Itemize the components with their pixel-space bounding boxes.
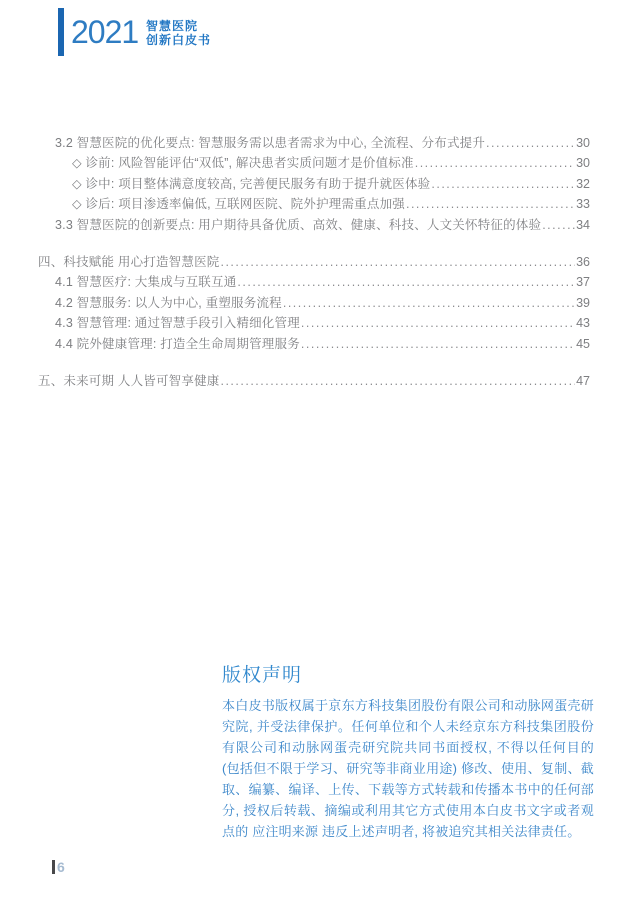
toc-leader-dots (301, 334, 575, 354)
toc-entry-label: 4.3 智慧管理: 通过智慧手段引入精细化管理 (55, 316, 300, 331)
toc-entry-page: 34 (576, 217, 590, 232)
toc-entry-label: 4.1 智慧医疗: 大集成与互联互通 (55, 275, 237, 290)
toc-entry-page: 45 (576, 336, 590, 351)
brand-title (146, 19, 211, 47)
toc-entry-label: 五、未来可期 人人皆可智享健康 (38, 373, 220, 388)
toc-entry-label: ◇ 诊后: 项目渗透率偏低, 互联网医院、院外护理需重点加强 (72, 197, 405, 212)
toc-leader-dots (431, 174, 575, 194)
toc-entry-page: 30 (576, 156, 590, 171)
toc-entry-label: 4.4 院外健康管理: 打造全生命周期管理服务 (55, 336, 300, 351)
toc-entry[interactable] (38, 334, 590, 354)
toc-entry[interactable] (38, 133, 590, 153)
page-number: 6 (57, 859, 65, 875)
toc-entry[interactable] (38, 272, 590, 292)
toc-leader-dots (220, 252, 575, 272)
toc-entry-label: 3.2 智慧医院的优化要点: 智慧服务需以患者需求为中心, 全流程、分布式提升 (55, 136, 486, 150)
toc-entry[interactable] (38, 252, 590, 272)
toc-entry-page: 36 (576, 254, 590, 269)
toc-entry-page: 39 (576, 295, 590, 310)
copyright-body: 本白皮书版权属于京东方科技集团股份有限公司和动脉网蛋壳研究院, 并受法律保护。任何单位和个人未经京东方科技集团股份有限公司和动脉网蛋壳研究院共同书面授权, 不得以任何目的 (包括但不限于学习、研究等非商业用途) 修改、使用、复制、截取、编纂、编译、上传、下载等方式转载和传播本书中的任何部分, 授权后转载、摘编或利用其它方式使用本白皮书文字或者观点的 应注明来源 违反上述声明者, 将被追究其相关法律责任。 (222, 698, 594, 839)
toc-entry-page: 43 (576, 316, 590, 331)
toc-leader-dots (542, 215, 575, 235)
page-footer (52, 860, 65, 874)
copyright-section (222, 664, 594, 842)
toc-entry[interactable] (38, 153, 590, 173)
page-number-accent-bar (52, 860, 55, 874)
toc-entry-page: 32 (576, 176, 590, 191)
toc-entry-page: 33 (576, 197, 590, 212)
toc-entry[interactable] (38, 371, 590, 391)
toc-leader-dots (415, 153, 575, 173)
toc-leader-dots (237, 272, 575, 292)
brand-title-line2: 创新白皮书 (146, 33, 212, 47)
toc-entry-label: 3.3 智慧医院的创新要点: 用户期待具备优质、高效、健康、科技、人文关怀特征的体验 (55, 217, 542, 232)
toc-leader-dots (486, 133, 575, 153)
copyright-title: 版权声明 (222, 665, 303, 686)
toc-entry-label: 4.2 智慧服务: 以人为中心, 重塑服务流程 (55, 295, 282, 310)
toc-entry-page: 47 (576, 373, 590, 388)
toc-entry-label: ◇ 诊前: 风险智能评估“双低”, 解决患者实质问题才是价值标准 (72, 156, 414, 171)
table-of-contents (38, 133, 590, 391)
brand-year: 2021 (71, 14, 139, 50)
toc-entry[interactable] (38, 293, 590, 313)
toc-entry[interactable] (38, 215, 590, 235)
toc-entry[interactable] (38, 194, 590, 214)
toc-entry-label: 四、科技赋能 用心打造智慧医院 (38, 254, 220, 269)
toc-entry-page: 37 (576, 275, 590, 290)
toc-leader-dots (283, 293, 575, 313)
toc-entry-page: 30 (576, 136, 590, 150)
toc-entry-label: ◇ 诊中: 项目整体满意度较高, 完善便民服务有助于提升就医体验 (72, 176, 431, 191)
toc-entry[interactable] (38, 313, 590, 333)
toc-leader-dots (406, 194, 575, 214)
toc-leader-dots (220, 371, 575, 391)
brand-title-line1: 智慧医院 (146, 19, 199, 33)
toc-entry[interactable] (38, 174, 590, 194)
toc-leader-dots (301, 313, 575, 333)
brand-accent-bar (58, 8, 64, 56)
